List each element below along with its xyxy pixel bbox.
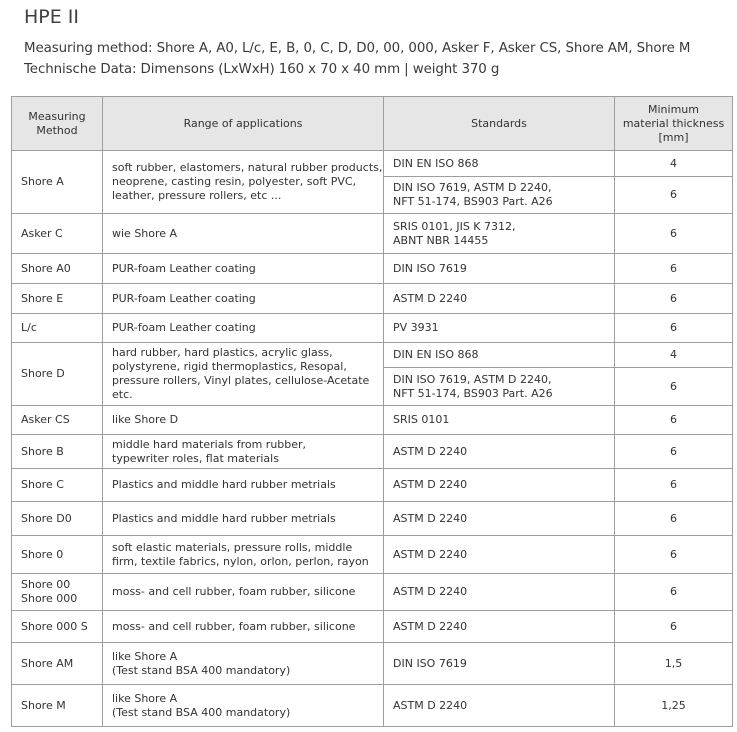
- standard-cell: ASTM D 2240: [384, 574, 615, 611]
- thickness-cell: 4: [615, 343, 733, 368]
- standard-cell: ASTM D 2240: [384, 469, 615, 502]
- method-cell: L/c: [12, 314, 103, 343]
- method-cell: Asker CS: [12, 406, 103, 435]
- table-row: [12, 435, 733, 469]
- standard-cell: ASTM D 2240: [384, 611, 615, 643]
- method-cell: Shore A: [12, 151, 103, 214]
- range-cell: PUR-foam Leather coating: [103, 314, 384, 343]
- range-cell: moss- and cell rubber, foam rubber, silicone: [103, 574, 384, 611]
- table-row: [12, 343, 733, 368]
- table-row: [12, 254, 733, 284]
- technical-data-line: Technische Data: Dimensons (LxWxH) 160 x 70 x 40 mm | weight 370 g: [24, 62, 500, 77]
- range-cell: soft elastic materials, pressure rolls, middle firm, textile fabrics, nylon, orlon, perlon, rayon: [103, 536, 384, 574]
- standard-cell: DIN ISO 7619: [384, 643, 615, 685]
- standard-cell: ASTM D 2240: [384, 284, 615, 314]
- standard-cell: DIN ISO 7619, ASTM D 2240, NFT 51-174, BS903 Part. A26: [384, 368, 615, 406]
- thickness-cell: 1,5: [615, 643, 733, 685]
- range-cell: like Shore A (Test stand BSA 400 mandatory): [103, 643, 384, 685]
- table-row: [12, 536, 733, 574]
- table-row: [12, 685, 733, 727]
- thickness-cell: 6: [615, 284, 733, 314]
- range-cell: hard rubber, hard plastics, acrylic glass, polystyrene, rigid thermoplastics, Resopal, pressure rollers, Vinyl plates, cellulose-Acetate etc.: [103, 343, 384, 406]
- measuring-methods-line: Measuring method: Shore A, A0, L/c, E, B, 0, C, D, D0, 00, 000, Asker F, Asker CS, Shore AM, Shore M: [24, 41, 691, 56]
- hardness-methods-table: [11, 96, 733, 727]
- method-cell: Shore 0: [12, 536, 103, 574]
- method-cell: Shore C: [12, 469, 103, 502]
- thickness-cell: 6: [615, 611, 733, 643]
- table-row: [12, 214, 733, 254]
- range-cell: PUR-foam Leather coating: [103, 254, 384, 284]
- table-row: [12, 151, 733, 177]
- standard-cell: DIN EN ISO 868: [384, 343, 615, 368]
- thickness-cell: 6: [615, 502, 733, 536]
- header-range-of-applications: Range of applications: [103, 97, 384, 151]
- table-row: [12, 406, 733, 435]
- method-cell: Shore E: [12, 284, 103, 314]
- range-cell: Plastics and middle hard rubber metrials: [103, 469, 384, 502]
- range-cell: soft rubber, elastomers, natural rubber products, neoprene, casting resin, polyester, soft PVC, leather, pressure rollers, etc ...: [103, 151, 384, 214]
- standard-cell: DIN ISO 7619, ASTM D 2240, NFT 51-174, BS903 Part. A26: [384, 177, 615, 214]
- thickness-cell: 6: [615, 435, 733, 469]
- standard-cell: ASTM D 2240: [384, 502, 615, 536]
- standard-cell: PV 3931: [384, 314, 615, 343]
- range-cell: like Shore A (Test stand BSA 400 mandatory): [103, 685, 384, 727]
- thickness-cell: 6: [615, 368, 733, 406]
- standard-cell: ASTM D 2240: [384, 536, 615, 574]
- thickness-cell: 6: [615, 254, 733, 284]
- range-cell: like Shore D: [103, 406, 384, 435]
- thickness-cell: 6: [615, 177, 733, 214]
- page-title: HPE II: [24, 6, 79, 28]
- table-row: [12, 284, 733, 314]
- method-cell: Shore 00 Shore 000: [12, 574, 103, 611]
- method-cell: Shore AM: [12, 643, 103, 685]
- table-row: [12, 314, 733, 343]
- range-cell: Plastics and middle hard rubber metrials: [103, 502, 384, 536]
- method-cell: Shore B: [12, 435, 103, 469]
- thickness-cell: 6: [615, 574, 733, 611]
- standard-cell: ASTM D 2240: [384, 435, 615, 469]
- method-cell: Shore M: [12, 685, 103, 727]
- thickness-cell: 4: [615, 151, 733, 177]
- table-row: [12, 643, 733, 685]
- thickness-cell: 6: [615, 314, 733, 343]
- method-cell: Shore D0: [12, 502, 103, 536]
- table-row: [12, 574, 733, 611]
- range-cell: PUR-foam Leather coating: [103, 284, 384, 314]
- table-row: [12, 611, 733, 643]
- standard-cell: DIN EN ISO 868: [384, 151, 615, 177]
- standard-cell: ASTM D 2240: [384, 685, 615, 727]
- thickness-cell: 1,25: [615, 685, 733, 727]
- thickness-cell: 6: [615, 406, 733, 435]
- table-row: [12, 502, 733, 536]
- range-cell: middle hard materials from rubber, typewriter roles, flat materials: [103, 435, 384, 469]
- header-min-thickness: Minimum material thickness [mm]: [615, 97, 733, 151]
- standard-cell: SRIS 0101, JIS K 7312, ABNT NBR 14455: [384, 214, 615, 254]
- header-standards: Standards: [384, 97, 615, 151]
- standard-cell: SRIS 0101: [384, 406, 615, 435]
- method-cell: Shore 000 S: [12, 611, 103, 643]
- standard-cell: DIN ISO 7619: [384, 254, 615, 284]
- table-header-row: [12, 97, 733, 151]
- range-cell: moss- and cell rubber, foam rubber, silicone: [103, 611, 384, 643]
- thickness-cell: 6: [615, 469, 733, 502]
- method-cell: Asker C: [12, 214, 103, 254]
- thickness-cell: 6: [615, 536, 733, 574]
- table-row: [12, 469, 733, 502]
- thickness-cell: 6: [615, 214, 733, 254]
- range-cell: wie Shore A: [103, 214, 384, 254]
- method-cell: Shore A0: [12, 254, 103, 284]
- method-cell: Shore D: [12, 343, 103, 406]
- header-measuring-method: Measuring Method: [12, 97, 103, 151]
